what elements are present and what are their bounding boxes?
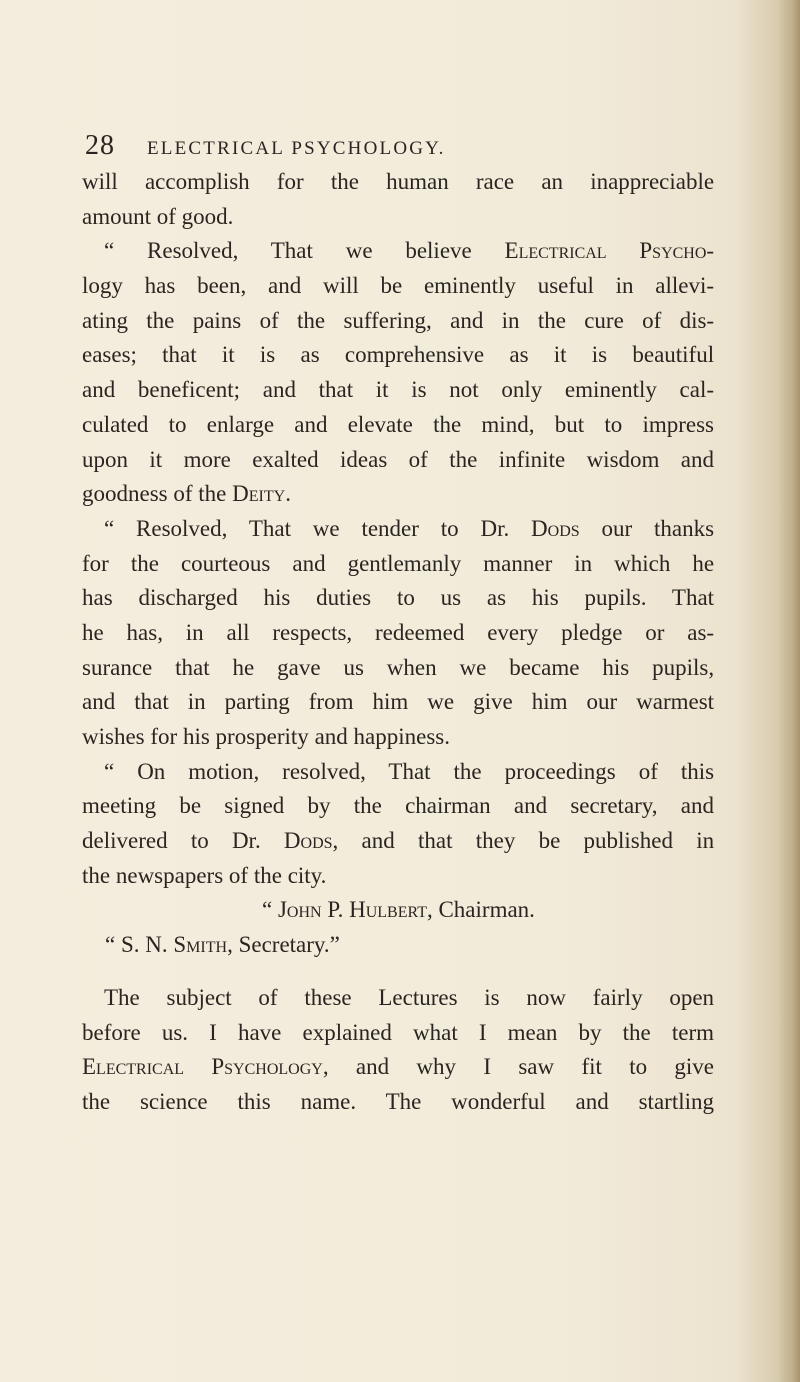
- text-line: before us. I have explained what I mean by the term: [82, 1019, 715, 1045]
- page-number: 28: [85, 130, 115, 161]
- text-line: and that in parting from him we give him our warmest: [82, 689, 715, 715]
- text-line: the science this name. The wonderful and startling: [82, 1088, 714, 1114]
- signature-secretary: “ S. N. Smith, Secretary.”: [105, 932, 340, 958]
- text-line: surance that he gave us when we became his pupils,: [82, 654, 715, 680]
- text-line: and beneficent; and that it is not only eminently cal-: [82, 377, 715, 403]
- text-line: Electrical Psychology, and why I saw fit to give: [82, 1054, 715, 1080]
- text-line: he has, in all respects, redeemed every pledge or as-: [82, 619, 715, 645]
- paragraph-gap: [82, 963, 714, 981]
- text-line: wishes for his prosperity and happiness.: [82, 724, 450, 749]
- text-line: has discharged his duties to us as his pupils. That: [82, 585, 715, 611]
- text-line: meeting be signed by the chairman and secretary, and: [82, 793, 714, 819]
- text-line: goodness of the Deity.: [82, 481, 291, 507]
- running-head: ELECTRICAL PSYCHOLOGY.: [147, 138, 446, 159]
- text-line: will accomplish for the human race an inappreciable: [82, 169, 715, 194]
- page-edge-shadow: [778, 0, 800, 1382]
- text-line: eases; that it is as comprehensive as it is beautiful: [82, 342, 715, 368]
- signature-chairman: “ John P. Hulbert, Chairman.: [262, 897, 535, 923]
- text-line: upon it more exalted ideas of the infinite wisdom and: [82, 446, 715, 472]
- text-line: “ Resolved, That we believe Electrical Psycho-: [104, 238, 715, 264]
- text-line: The subject of these Lectures is now fairly open: [104, 984, 715, 1010]
- text-line: delivered to Dr. Dods, and that they be published in: [82, 828, 715, 854]
- text-line: ating the pains of the suffering, and in the cure of dis-: [82, 307, 715, 333]
- text-line: culated to enlarge and elevate the mind, but to impress: [82, 411, 714, 437]
- text-line: “ On motion, resolved, That the proceedings of this: [104, 758, 715, 784]
- body-text: [82, 165, 714, 1120]
- page-header: [85, 130, 725, 170]
- text-line: logy has been, and will be eminently useful in allevi-: [82, 273, 715, 299]
- text-line: the newspapers of the city.: [82, 862, 327, 888]
- text-line: “ Resolved, That we tender to Dr. Dods our thanks: [104, 515, 715, 541]
- text-line: amount of good.: [82, 203, 234, 229]
- text-line: for the courteous and gentlemanly manner in which he: [82, 550, 715, 576]
